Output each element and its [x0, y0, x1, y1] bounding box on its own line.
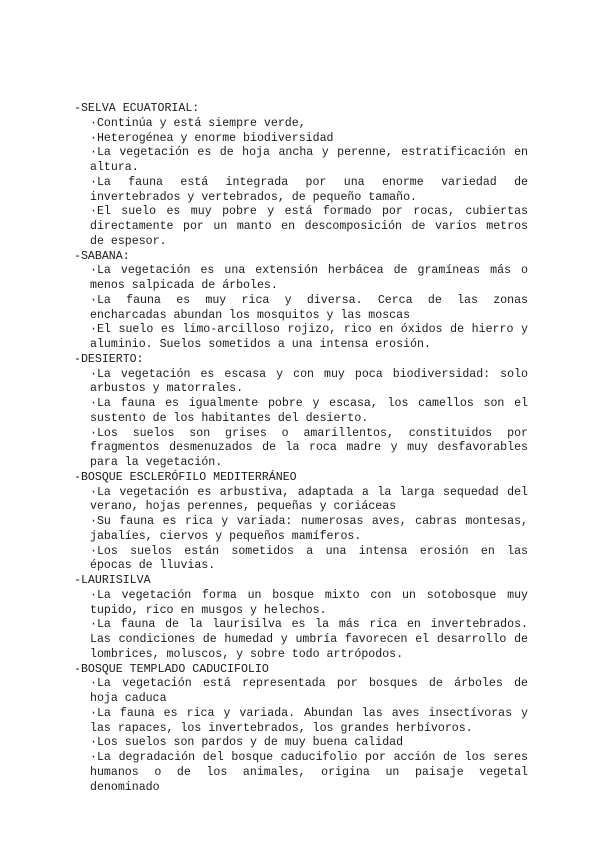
section-item: ·Los suelos están sometidos a una intensa erosión en las épocas de lluvias. — [90, 544, 528, 573]
section-item: ·La degradación del bosque caducifolio por acción de los seres humanos o de los animales, origina un paisaje vegetal denominado — [90, 751, 528, 794]
section-item: ·Continúa y está siempre verde, — [90, 116, 306, 130]
section-item: ·La vegetación es de hoja ancha y perenne, estratificación en altura. — [90, 146, 528, 174]
section-item: ·Los suelos son pardos y de muy buena calidad — [90, 736, 404, 750]
section-bosque-caducifolio — [74, 663, 528, 796]
section-heading: -DESIERTO: — [74, 352, 144, 366]
section-item: ·La vegetación es una extensión herbácea de gramíneas más o menos salpicada de árboles. — [90, 264, 528, 292]
section-item: ·La vegetación es escasa y con muy poca biodiversidad: solo arbustos y matorrales. — [90, 367, 528, 396]
section-desierto — [74, 353, 528, 471]
document-body — [74, 102, 528, 795]
section-item: ·Los suelos son grises o amarillentos, constituidos por fragmentos desmenuzados de la roca madre y muy desfavorables para la vegetación. — [90, 426, 528, 469]
section-item: ·La fauna está integrada por una enorme variedad de invertebrados y vertebrados, de pequeño tamaño. — [90, 175, 528, 204]
section-heading: -LAURISILVA — [74, 574, 151, 587]
section-item: ·La fauna es muy rica y diversa. Cerca de las zonas encharcadas abundan los mosquitos y las moscas — [90, 293, 528, 322]
section-item: ·Heterogénea y enorme biodiversidad — [90, 131, 334, 145]
section-sabana — [74, 250, 528, 353]
section-heading: -BOSQUE TEMPLADO CADUCIFOLIO — [74, 662, 269, 676]
section-item: ·La fauna es rica y variada. Abundan las aves insectívoras y las rapaces, los invertebrados, los grandes herbívoros. — [90, 706, 528, 735]
section-selva-ecuatorial — [74, 102, 528, 250]
section-item: ·Su fauna es rica y variada: numerosas aves, cabras montesas, jabalíes, ciervos y pequeños mamíferos. — [90, 515, 528, 543]
section-bosque-mediterraneo — [74, 471, 528, 574]
section-heading: -SABANA: — [74, 249, 130, 263]
section-item: ·La vegetación es arbustiva, adaptada a la larga sequedad del verano, hojas perennes, pequeñas y coriáceas — [90, 485, 528, 514]
section-item: ·La vegetación forma un bosque mixto con un sotobosque muy tupido, rico en musgos y helechos. — [90, 588, 528, 617]
section-heading: -SELVA ECUATORIAL: — [74, 102, 200, 115]
section-item: ·La vegetación está representada por bosques de árboles de hoja caduca — [90, 677, 528, 705]
section-heading: -BOSQUE ESCLERÓFILO MEDITERRÁNEO — [74, 470, 297, 484]
section-item: ·El suelo es muy pobre y está formado por rocas, cubiertas directamente por un manto en descomposición de varios metros de espesor. — [90, 205, 528, 248]
section-item: ·La fauna de la laurisilva es la más rica en invertebrados. Las condiciones de humedad y umbría favorecen el desarrollo de lombrices, moluscos, y sobre todo artrópodos. — [90, 618, 528, 661]
section-item: ·La fauna es igualmente pobre y escasa, los camellos son el sustento de los habitantes del desierto. — [90, 397, 528, 425]
section-laurisilva — [74, 574, 528, 663]
section-item: ·El suelo es limo-arcilloso rojizo, rico en óxidos de hierro y aluminio. Suelos sometidos a una intensa erosión. — [90, 323, 528, 351]
